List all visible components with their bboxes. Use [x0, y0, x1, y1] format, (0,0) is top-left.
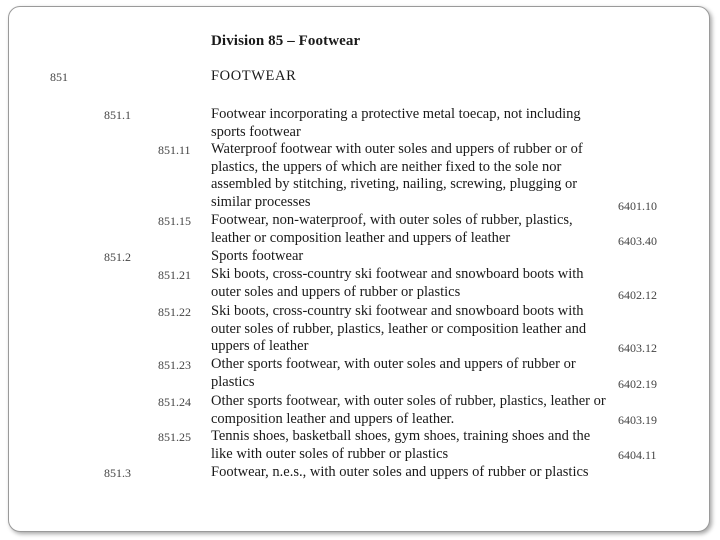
entry-code: 851.22 [158, 305, 191, 319]
entry-hs-reference: 6402.12 [618, 288, 657, 302]
entry-description: Ski boots, cross-country ski footwear and snowboard boots with outer soles of rubber, plastics, leather or composition leather and uppers of leather [211, 303, 587, 354]
entry-description: Footwear, non-waterproof, with outer soles of rubber, plastics, leather or composition leather and uppers of leather [211, 212, 573, 246]
entry-code: 851.1 [104, 108, 131, 122]
entry-description: Waterproof footwear with outer soles and uppers of rubber or of plastics, the uppers of which are neither fixed to the sole nor assembled by stitching, riveting, nailing, screwing, plugging or similar processes [211, 141, 583, 210]
entry-code: 851.23 [158, 358, 191, 372]
entry-hs-reference: 6401.10 [618, 199, 657, 213]
entry-code: 851.3 [104, 466, 131, 480]
entry-description: Footwear, n.e.s., with outer soles and uppers of rubber or plastics [211, 464, 589, 480]
entry-description: Other sports footwear, with outer soles of rubber, plastics, leather or composition leather and uppers of leather. [211, 393, 606, 427]
entry-code: 851 [50, 70, 68, 84]
entry-code: 851.25 [158, 430, 191, 444]
entry-description: Tennis shoes, basketball shoes, gym shoes, training shoes and the like with outer soles of rubber or plastics [211, 428, 591, 462]
entry-description: Ski boots, cross-country ski footwear and snowboard boots with outer soles and uppers of rubber or plastics [211, 266, 584, 300]
entry-code: 851.15 [158, 214, 191, 228]
entry-description: Footwear incorporating a protective metal toecap, not including sports footwear [211, 106, 581, 140]
entry-hs-reference: 6404.11 [618, 448, 657, 462]
division-title: Division 85 – Footwear [211, 33, 361, 49]
entry-description: Other sports footwear, with outer soles and uppers of rubber or plastics [211, 356, 576, 390]
entry-hs-reference: 6403.19 [618, 413, 657, 427]
entry-hs-reference: 6403.40 [618, 234, 657, 248]
entry-hs-reference: 6402.19 [618, 377, 657, 391]
entry-code: 851.2 [104, 250, 131, 264]
entry-code: 851.21 [158, 268, 191, 282]
entry-code: 851.24 [158, 395, 191, 409]
entry-hs-reference: 6403.12 [618, 341, 657, 355]
entry-description: Sports footwear [211, 248, 304, 264]
entry-code: 851.11 [158, 143, 191, 157]
entry-description: FOOTWEAR [211, 68, 297, 84]
